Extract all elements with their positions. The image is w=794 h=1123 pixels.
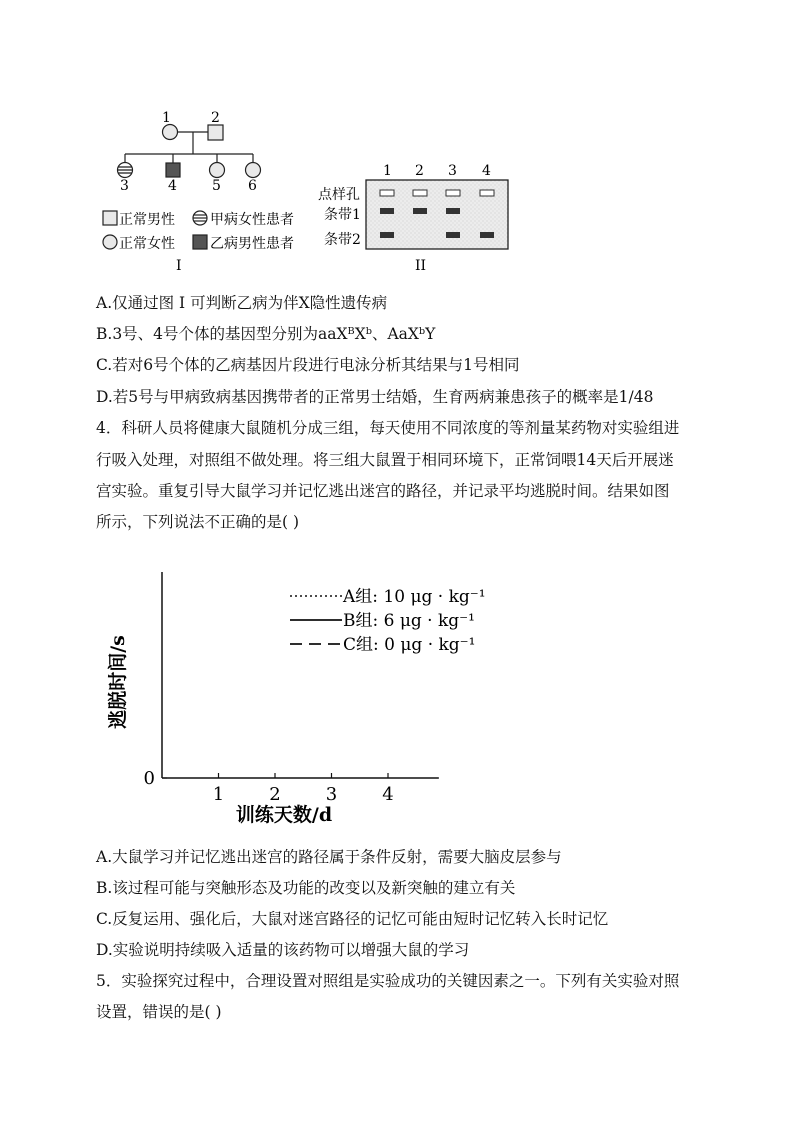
x-tick-label: 4 bbox=[382, 784, 394, 805]
q4-stem-line: 所示，下列说法不正确的是( ) bbox=[96, 513, 300, 531]
gel-well bbox=[446, 190, 460, 196]
x-tick-label: 2 bbox=[269, 784, 281, 805]
gel-lane-number: 4 bbox=[482, 163, 491, 179]
y-tick-label: 0 bbox=[143, 768, 155, 789]
legend-disease-b-male-icon bbox=[193, 235, 207, 249]
q4-stem-line: 4．科研人员将健康大鼠随机分成三组，每天使用不同浓度的等剂量某药物对实验组进 bbox=[96, 419, 680, 437]
gel-row-label: 条带1 bbox=[324, 207, 361, 223]
pedigree-label: 6 bbox=[248, 178, 257, 194]
series-a-legend-label: A组: 10 μg · kg⁻¹ bbox=[343, 587, 486, 607]
q3-option-b: B.3号、4号个体的基因型分别为aaXᴮXᵇ、AaXᵇY bbox=[96, 325, 436, 343]
figure-label-i: I bbox=[176, 258, 182, 274]
q4-option-a: A.大鼠学习并记忆逃出迷宫的路径属于条件反射，需要大脑皮层参与 bbox=[96, 848, 562, 866]
q4-option-b: B.该过程可能与突触形态及功能的改变以及新突触的建立有关 bbox=[96, 879, 516, 897]
gel-band-2 bbox=[480, 232, 494, 238]
gel-band-1 bbox=[446, 208, 460, 214]
legend-label: 正常男性 bbox=[119, 212, 175, 228]
gel-figure bbox=[314, 156, 514, 274]
gel-lane-number: 3 bbox=[448, 163, 457, 179]
gel-well bbox=[380, 190, 394, 196]
q5-stem-line: 设置，错误的是( ) bbox=[96, 1003, 222, 1021]
gel-band-1 bbox=[380, 208, 394, 214]
q3-option-d: D.若5号与甲病致病基因携带者的正常男士结婚，生育两病兼患孩子的概率是1/48 bbox=[96, 388, 654, 406]
gel-row-label: 条带2 bbox=[324, 232, 361, 248]
pedigree-label: 1 bbox=[162, 110, 171, 126]
legend-label: 正常女性 bbox=[119, 236, 175, 252]
individual-2 bbox=[208, 125, 223, 140]
q3-option-c: C.若对6号个体的乙病基因片段进行电泳分析其结果与1号相同 bbox=[96, 356, 520, 374]
gel-lane-number: 1 bbox=[383, 163, 392, 179]
legend-disease-a-female-icon bbox=[193, 211, 207, 225]
gel-band-2 bbox=[446, 232, 460, 238]
legend-label: 乙病男性患者 bbox=[210, 236, 294, 252]
legend-normal-female-icon bbox=[103, 235, 117, 249]
individual-4 bbox=[166, 163, 180, 177]
q3-option-a: A.仅通过图 I 可判断乙病为伴X隐性遗传病 bbox=[96, 294, 388, 312]
figure-label-ii: II bbox=[415, 258, 427, 274]
escape-time-chart bbox=[96, 572, 516, 834]
q4-stem-line: 行吸入处理，对照组不做处理。将三组大鼠置于相同环境下，正常饲喂14天后开展迷 bbox=[96, 451, 674, 469]
pedigree-figure bbox=[96, 104, 316, 274]
q4-stem-line: 宫实验。重复引导大鼠学习并记忆逃出迷宫的路径，并记录平均逃脱时间。结果如图 bbox=[96, 482, 670, 500]
q4-option-c: C.反复运用、强化后，大鼠对迷宫路径的记忆可能由短时记忆转入长时记忆 bbox=[96, 910, 609, 928]
pedigree-label: 3 bbox=[120, 178, 129, 194]
series-c-legend-label: C组: 0 μg · kg⁻¹ bbox=[343, 635, 476, 655]
pedigree-label: 5 bbox=[212, 178, 221, 194]
gel-lane-number: 2 bbox=[415, 163, 424, 179]
x-tick-label: 3 bbox=[325, 784, 338, 805]
x-tick-label: 1 bbox=[212, 784, 225, 805]
individual-5 bbox=[210, 163, 225, 178]
individual-6 bbox=[246, 163, 261, 178]
gel-well bbox=[413, 190, 427, 196]
legend-label: 甲病女性患者 bbox=[210, 212, 294, 228]
gel-band-1 bbox=[413, 208, 427, 214]
gel-row-label: 点样孔 bbox=[318, 187, 360, 203]
individual-3 bbox=[118, 163, 133, 178]
q5-stem-line: 5．实验探究过程中，合理设置对照组是实验成功的关键因素之一。下列有关实验对照 bbox=[96, 972, 680, 990]
individual-1 bbox=[163, 125, 178, 140]
gel-well bbox=[480, 190, 494, 196]
x-axis-label: 训练天数/d bbox=[235, 804, 333, 826]
series-b-legend-label: B组: 6 μg · kg⁻¹ bbox=[343, 611, 475, 631]
legend-normal-male-icon bbox=[103, 211, 117, 225]
q4-option-d: D.实验说明持续吸入适量的该药物可以增强大鼠的学习 bbox=[96, 941, 470, 959]
pedigree-label: 2 bbox=[211, 110, 220, 126]
pedigree-label: 4 bbox=[168, 178, 177, 194]
y-axis-label: 逃脱时间/s bbox=[107, 635, 129, 729]
gel-band-2 bbox=[380, 232, 394, 238]
